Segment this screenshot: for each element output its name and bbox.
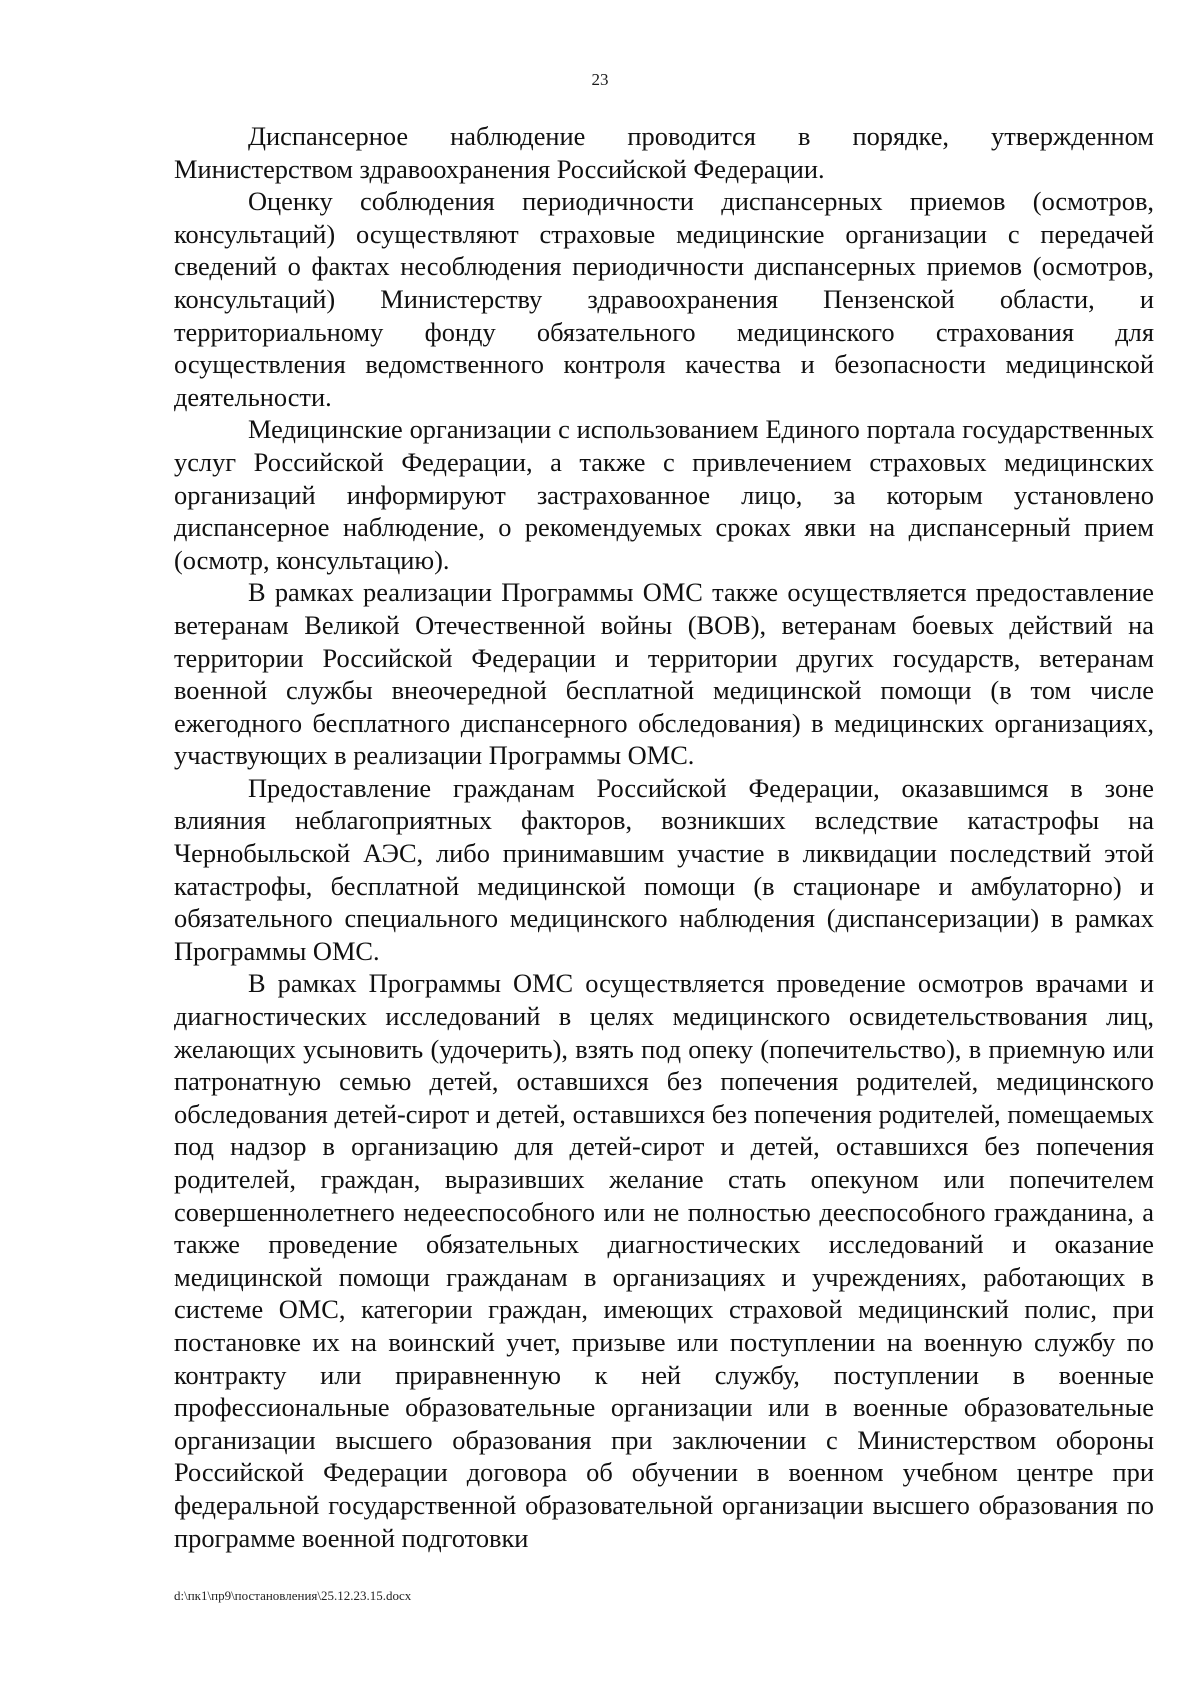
paragraph-veterans-care: В рамках реализации Программы ОМС также осуществляется предоставление ветеранам Великой Отечественной войны (ВОВ), ветеранам боевых действий на территории Российской Федерации и территории других государств, ветеранам военной службы внеочередной бесплатной медицинской помощи (в том числе ежегодного бесплатного диспансерного обследования) в медицинских организациях, участвующих в реализации Программы ОМС. <box>174 577 1154 771</box>
document-body <box>174 120 1154 1554</box>
paragraph-chernobyl-care: Предоставление гражданам Российской Федерации, оказавшимся в зоне влияния неблагоприятных факторов, возникших вследствие катастрофы на Чернобыльской АЭС, либо принимавшим участие в ликвидации последствий этой катастрофы, бесплатной медицинской помощи (в стационаре и амбулаторно) и обязательного специального медицинского наблюдения (диспансеризации) в рамках Программы ОМС. <box>174 772 1154 966</box>
paragraph-dispensary-observation: Диспансерное наблюдение проводится в порядке, утвержденном Министерством здравоохранения Российской Федерации. <box>174 121 1154 184</box>
page-number: 23 <box>591 70 609 89</box>
paragraph-informing-insured: Медицинские организации с использованием Единого портала государственных услуг Российской Федерации, а также с привлечением страховых медицинских организаций информируют застрахованное лицо, за которым установлено диспансерное наблюдение, о рекомендуемых сроках явки на диспансерный прием (осмотр, консультацию). <box>174 414 1154 575</box>
paragraph-periodicity-assessment: Оценку соблюдения периодичности диспансерных приемов (осмотров, консультаций) осуществляют страховые медицинские организации с передачей сведений о фактах несоблюдения периодичности диспансерных приемов (осмотров, консультаций) Министерству здравоохранения Пензенской области, и территориальному фонду обязательного медицинского страхования для осуществления ведомственного контроля качества и безопасности медицинской деятельности. <box>174 186 1154 412</box>
footer-file-path: d:\пк1\пр9\постановления\25.12.23.15.docx <box>174 1588 412 1603</box>
paragraph-medical-examinations: В рамках Программы ОМС осуществляется проведение осмотров врачами и диагностических исследований в целях медицинского освидетельствования лиц, желающих усыновить (удочерить), взять под опеку (попечительство), в приемную или патронатную семью детей, оставшихся без попечения родителей, медицинского обследования детей-сирот и детей, оставшихся без попечения родителей, помещаемых под надзор в организацию для детей-сирот и детей, оставшихся без попечения родителей, граждан, выразивших желание стать опекуном или попечителем совершеннолетнего недееспособного или не полностью дееспособного гражданина, а также проведение обязательных диагностических исследований и оказание медицинской помощи гражданам в организациях и учреждениях, работающих в системе ОМС, категории граждан, имеющих страховой медицинский полис, при постановке их на воинский учет, призыве или поступлении на военную службу по контракту или приравненную к ней службу, поступлении в военные профессиональные образовательные организации или в военные образовательные организации высшего образования при заключении с Министерством обороны Российской Федерации договора об обучении в военном учебном центре при федеральной государственной образовательной организации высшего образования по программе военной подготовки <box>174 968 1154 1553</box>
